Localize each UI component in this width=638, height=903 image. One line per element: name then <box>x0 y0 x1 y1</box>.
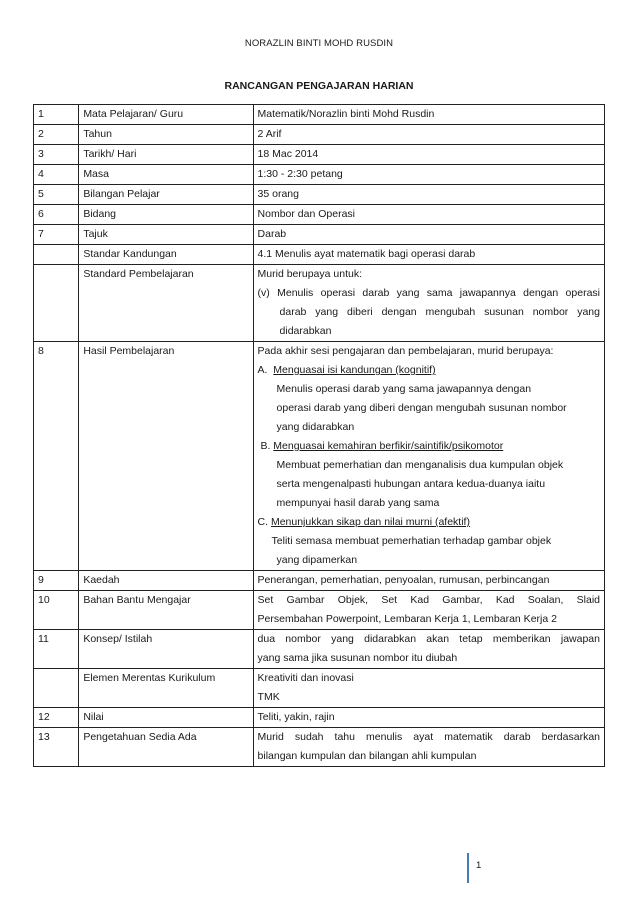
table-row <box>34 105 605 125</box>
value-line: TMK <box>257 691 280 703</box>
outcome-prefix: A. <box>257 364 268 376</box>
row-value: 35 orang <box>253 185 604 205</box>
value-line: dua nombor yang didarabkan akan tetap memberikan jawapan <box>257 633 600 645</box>
row-label: Standard Pembelajaran <box>79 265 253 342</box>
table-row <box>34 265 605 342</box>
row-value <box>253 728 604 767</box>
row-value: Teliti, yakin, rajin <box>253 708 604 728</box>
outcome-heading-text: Menguasai isi kandungan (kognitif) <box>273 364 436 376</box>
row-label: Bahan Bantu Mengajar <box>79 591 253 630</box>
table-row <box>34 630 605 669</box>
row-number: 4 <box>34 165 79 185</box>
lesson-plan-table <box>33 104 605 767</box>
table-row <box>34 245 605 265</box>
row-value: 2 Arif <box>253 125 604 145</box>
value-line: Murid berupaya untuk: <box>257 268 363 280</box>
value-line: Teliti semasa membuat pemerhatian terhadap gambar objek <box>271 535 552 547</box>
row-label: Tarikh/ Hari <box>79 145 253 165</box>
row-label: Bidang <box>79 205 253 225</box>
row-label: Hasil Pembelajaran <box>79 342 253 571</box>
row-number: 11 <box>34 630 79 669</box>
row-value: Nombor dan Operasi <box>253 205 604 225</box>
row-number: 1 <box>34 105 79 125</box>
row-label: Kaedah <box>79 571 253 591</box>
row-number: 9 <box>34 571 79 591</box>
outcome-heading-a <box>258 361 600 380</box>
row-number: 2 <box>34 125 79 145</box>
table-row <box>34 205 605 225</box>
row-number <box>34 265 79 342</box>
value-line: Persembahan Powerpoint, Lembaran Kerja 1, Lembaran Kerja 2 <box>257 613 557 625</box>
outcome-prefix: B. <box>260 440 271 452</box>
row-number: 8 <box>34 342 79 571</box>
table-row <box>34 728 605 767</box>
value-line: bilangan kumpulan dan bilangan ahli kumpulan <box>257 750 477 762</box>
row-value <box>253 265 604 342</box>
row-value: 4.1 Menulis ayat matematik bagi operasi darab <box>253 245 604 265</box>
row-number <box>34 669 79 708</box>
row-number: 10 <box>34 591 79 630</box>
value-line: Pada akhir sesi pengajaran dan pembelajaran, murid berupaya: <box>257 345 554 357</box>
row-value: 1:30 - 2:30 petang <box>253 165 604 185</box>
row-value: Penerangan, pemerhatian, penyoalan, rumusan, perbincangan <box>253 571 604 591</box>
table-row <box>34 669 605 708</box>
outcome-heading-b <box>258 437 600 456</box>
outcome-heading-text: Menguasai kemahiran berfikir/saintifik/psikomotor <box>273 440 504 452</box>
row-number: 13 <box>34 728 79 767</box>
row-label: Elemen Merentas Kurikulum <box>79 669 253 708</box>
row-value: Matematik/Norazlin binti Mohd Rusdin <box>253 105 604 125</box>
value-line: serta mengenalpasti hubungan antara kedua-duanya iaitu <box>276 478 546 490</box>
row-label: Bilangan Pelajar <box>79 185 253 205</box>
row-label: Masa <box>79 165 253 185</box>
row-value: 18 Mac 2014 <box>253 145 604 165</box>
value-line: Membuat pemerhatian dan menganalisis dua kumpulan objek <box>276 459 564 471</box>
value-line: Kreativiti dan inovasi <box>257 672 354 684</box>
footer-divider <box>467 853 469 883</box>
row-label: Pengetahuan Sedia Ada <box>79 728 253 767</box>
value-line: (v) Menulis operasi darab yang sama jawapannya dengan operasi <box>257 287 600 299</box>
value-line: didarabkan <box>279 325 332 337</box>
value-line: Set Gambar Objek, Set Kad Gambar, Kad Soalan, Slaid <box>257 594 600 606</box>
table-row <box>34 185 605 205</box>
row-label: Standar Kandungan <box>79 245 253 265</box>
table-row <box>34 591 605 630</box>
row-number: 3 <box>34 145 79 165</box>
table-row <box>34 342 605 571</box>
table-row <box>34 165 605 185</box>
value-line: darab yang diberi dengan mengubah susunan nombor yang <box>279 306 600 318</box>
table-row <box>34 125 605 145</box>
row-label: Tajuk <box>79 225 253 245</box>
outcome-prefix: C. <box>257 516 269 528</box>
value-line: yang didarabkan <box>276 421 355 433</box>
row-label: Konsep/ Istilah <box>79 630 253 669</box>
outcome-heading-text: Menunjukkan sikap dan nilai murni (afektif) <box>270 516 470 528</box>
value-line: mempunyai hasil darab yang sama <box>276 497 440 509</box>
value-line: yang dipamerkan <box>276 554 358 566</box>
row-value <box>253 591 604 630</box>
value-line: Menulis operasi darab yang sama jawapannya dengan <box>276 383 532 395</box>
outcome-heading-c <box>258 513 600 532</box>
row-value <box>253 630 604 669</box>
document-header-author: NORAZLIN BINTI MOHD RUSDIN <box>244 38 394 49</box>
row-number: 12 <box>34 708 79 728</box>
value-line: yang sama jika susunan nombor itu diubah <box>257 652 458 664</box>
row-label: Tahun <box>79 125 253 145</box>
row-number: 5 <box>34 185 79 205</box>
row-value <box>253 342 604 571</box>
value-line: Murid sudah tahu menulis ayat matematik darab berdasarkan <box>257 731 600 743</box>
row-number <box>34 245 79 265</box>
table-row <box>34 571 605 591</box>
table-row <box>34 225 605 245</box>
document-title: RANCANGAN PENGAJARAN HARIAN <box>224 80 414 92</box>
page-number: 1 <box>476 860 482 871</box>
row-value: Darab <box>253 225 604 245</box>
row-number: 7 <box>34 225 79 245</box>
table-row <box>34 145 605 165</box>
value-line: operasi darab yang diberi dengan mengubah susunan nombor <box>276 402 567 414</box>
row-number: 6 <box>34 205 79 225</box>
table-row <box>34 708 605 728</box>
row-label: Mata Pelajaran/ Guru <box>79 105 253 125</box>
row-value <box>253 669 604 708</box>
row-label: Nilai <box>79 708 253 728</box>
